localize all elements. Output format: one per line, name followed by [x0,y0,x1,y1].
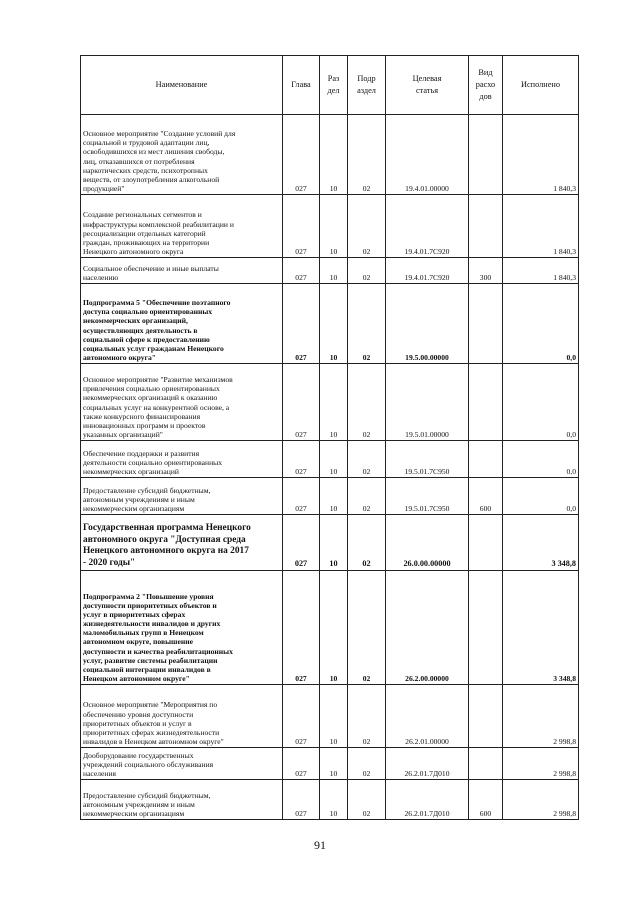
row-statya: 19.5.01.00000 [386,364,469,441]
row-name: Социальное обеспечение и иные выплаты населению [81,258,283,284]
row-glava: 027 [283,115,320,195]
row-razdel: 10 [320,284,348,364]
row-vid: 300 [469,258,503,284]
row-vid [469,195,503,258]
row-vid: 600 [469,780,503,820]
row-glava: 027 [283,685,320,748]
row-glava: 027 [283,515,320,571]
table-row [81,571,579,685]
table-row [81,441,579,478]
row-glava: 027 [283,364,320,441]
row-glava: 027 [283,780,320,820]
row-podrazdel: 02 [348,748,386,780]
row-statya: 26.2.00.00000 [386,571,469,685]
row-statya: 19.4.01.00000 [386,115,469,195]
row-name: Подпрограмма 5 "Обеспечение поэтапного доступа социально ориентированных некоммерческих организаций, осуществляющих деятельность в социальной сфере к предоставлению социальных услуг гражданам Ненецкого автономного округа" [81,284,283,364]
row-glava: 027 [283,258,320,284]
row-amount: 2 998,8 [503,685,579,748]
row-razdel: 10 [320,115,348,195]
row-vid [469,515,503,571]
table-row [81,685,579,748]
row-vid [469,284,503,364]
row-podrazdel: 02 [348,284,386,364]
row-podrazdel: 02 [348,780,386,820]
row-name: Подпрограмма 2 "Повышение уровня доступности приоритетных объектов и услуг в приоритетных сферах жизнедеятельности инвалидов и других маломобильных групп в Ненецком автономном округе, повышение доступности и качества реабилитационных услуг, развитие системы реабилитации социальной интеграции инвалидов в Ненецком автономном округе" [81,571,283,685]
row-name: Государственная программа Ненецкого автономного округа "Доступная среда Ненецкого автономного округа на 2017 - 2020 годы" [81,515,283,571]
table-row [81,284,579,364]
row-name: Обеспечение поддержки и развития деятельности социально ориентированных некоммерческих организаций [81,441,283,478]
row-razdel: 10 [320,441,348,478]
row-statya: 26.2.01.7Д010 [386,780,469,820]
row-vid [469,571,503,685]
row-razdel: 10 [320,515,348,571]
table-row [81,115,579,195]
row-name: Предоставление субсидий бюджетным, автономным учреждениям и иным некоммерческим организациям [81,780,283,820]
table-row [81,478,579,515]
table-row [81,780,579,820]
row-amount: 2 998,8 [503,780,579,820]
row-razdel: 10 [320,364,348,441]
row-name: Создание региональных сегментов и инфраструктуры комплексной реабилитации и ресоциализации отдельных категорий граждан, проживающих на территории Ненецкого автономного округа [81,195,283,258]
row-podrazdel: 02 [348,571,386,685]
table-row [81,195,579,258]
row-vid [469,685,503,748]
row-amount: 3 348,8 [503,571,579,685]
row-statya: 26.2.01.7Д010 [386,748,469,780]
row-statya: 19.5.01.7С950 [386,478,469,515]
row-statya: 19.5.01.7С950 [386,441,469,478]
row-razdel: 10 [320,258,348,284]
header-name: Наименование [81,56,283,115]
budget-table [80,55,579,820]
table-header-row [81,56,579,115]
header-razdel: Раз дел [320,56,348,115]
row-podrazdel: 02 [348,478,386,515]
header-statya: Целевая статья [386,56,469,115]
row-razdel: 10 [320,478,348,515]
row-amount: 1 840,3 [503,195,579,258]
row-amount: 1 840,3 [503,115,579,195]
header-glava: Глава [283,56,320,115]
row-amount: 0,0 [503,364,579,441]
table-row [81,515,579,571]
row-glava: 027 [283,478,320,515]
row-statya: 26.0.00.00000 [386,515,469,571]
row-statya: 19.4.01.7С920 [386,195,469,258]
header-podrazdel: Подр аздел [348,56,386,115]
row-statya: 19.4.01.7С920 [386,258,469,284]
row-amount: 1 840,3 [503,258,579,284]
table-row [81,748,579,780]
row-name: Основное мероприятие "Мероприятия по обеспечению уровня доступности приоритетных объектов и услуг в приоритетных сферах жизнедеятельности инвалидов в Ненецком автономном округе" [81,685,283,748]
row-podrazdel: 02 [348,364,386,441]
row-razdel: 10 [320,780,348,820]
row-glava: 027 [283,571,320,685]
row-razdel: 10 [320,685,348,748]
row-name: Основное мероприятие "Развитие механизмов привлечения социально ориентированных некоммерческих организаций к оказанию социальных услуг на конкурентной основе, а также конкурсного финансирования инновационных программ и проектов указанных организаций" [81,364,283,441]
table-row [81,258,579,284]
row-podrazdel: 02 [348,441,386,478]
row-razdel: 10 [320,195,348,258]
row-amount: 0,0 [503,441,579,478]
row-name: Предоставление субсидий бюджетным, автономным учреждениям и иным некоммерческим организациям [81,478,283,515]
row-podrazdel: 02 [348,258,386,284]
header-amount: Исполнено [503,56,579,115]
row-podrazdel: 02 [348,515,386,571]
row-name: Основное мероприятие "Создание условий для социальной и трудовой адаптации лиц, освободившихся из мест лишения свободы, лиц, отказавшихся от потребления наркотических средств, психотропных веществ, от злоупотребления алкогольной продукцией" [81,115,283,195]
row-podrazdel: 02 [348,115,386,195]
row-vid [469,115,503,195]
row-vid [469,364,503,441]
row-podrazdel: 02 [348,195,386,258]
row-podrazdel: 02 [348,685,386,748]
row-vid [469,748,503,780]
row-statya: 19.5.00.00000 [386,284,469,364]
row-glava: 027 [283,748,320,780]
row-amount: 2 998,8 [503,748,579,780]
row-name: Дооборудование государственных учреждений социального обслуживания населения [81,748,283,780]
row-razdel: 10 [320,571,348,685]
row-glava: 027 [283,284,320,364]
row-razdel: 10 [320,748,348,780]
header-vid: Вид расхо дов [469,56,503,115]
row-statya: 26.2.01.00000 [386,685,469,748]
row-vid [469,441,503,478]
row-amount: 3 348,8 [503,515,579,571]
row-amount: 0,0 [503,478,579,515]
table-row [81,364,579,441]
page-number: 91 [314,838,326,852]
row-glava: 027 [283,195,320,258]
row-amount: 0,0 [503,284,579,364]
row-vid: 600 [469,478,503,515]
row-glava: 027 [283,441,320,478]
